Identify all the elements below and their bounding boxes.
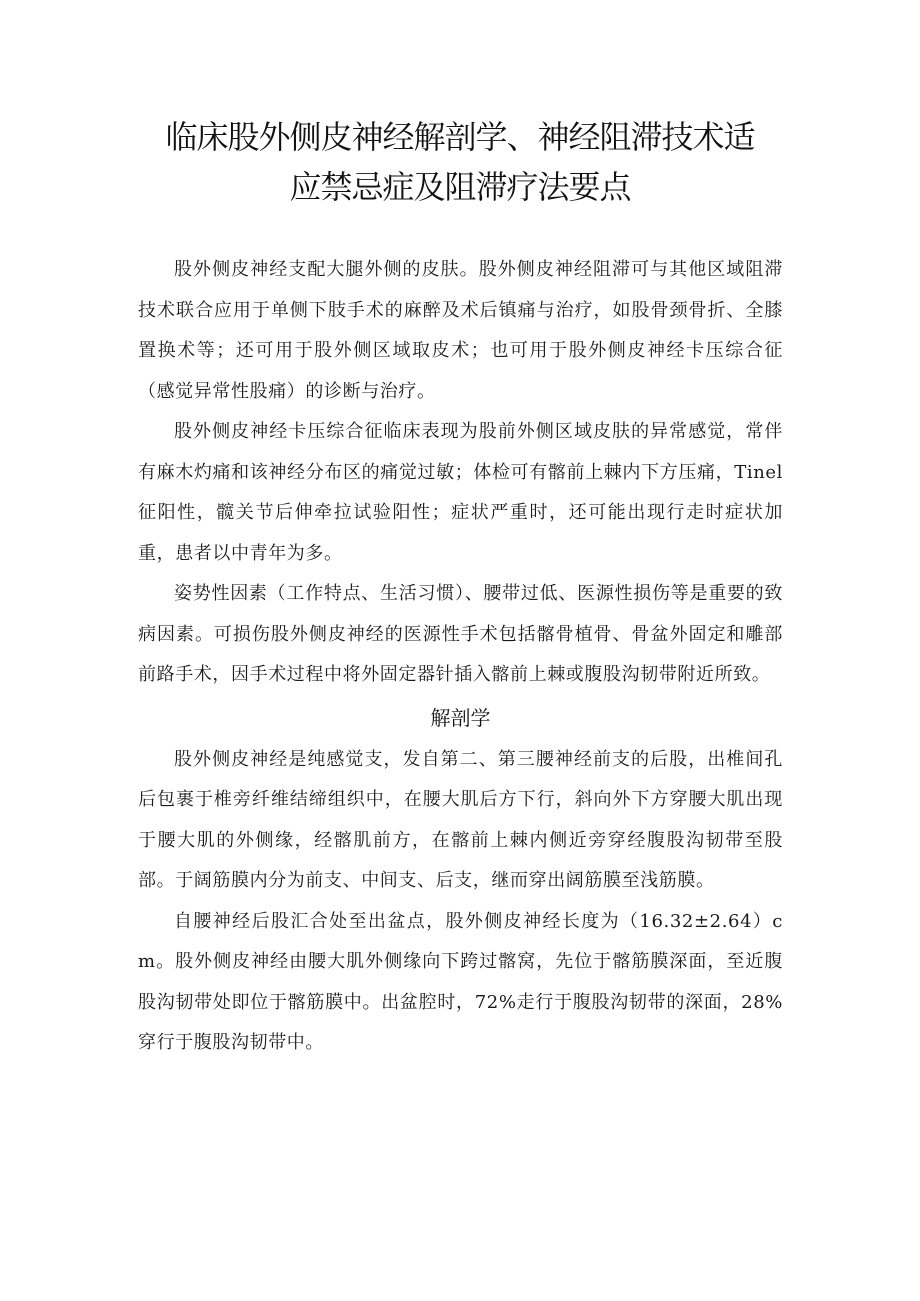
paragraph-overview: 股外侧皮神经支配大腿外侧的皮肤。股外侧皮神经阻滞可与其他区域阻滞技术联合应用于单侧下肢手术的麻醉及术后镇痛与治疗，如股骨颈骨折、全膝置换术等；还可用于股外侧区域取皮术；也可用于股外侧皮神经卡压综合征（感觉异常性股痛）的诊断与治疗。 (138, 259, 783, 402)
paragraph-anatomy-length: 自腰神经后股汇合处至出盆点，股外侧皮神经长度为（16.32±2.64）cm。股外侧皮神经由腰大肌外侧缘向下跨过髂窝，先位于髂筋膜深面，至近腹股沟韧带处即位于髂筋膜中。出盆腔时，72%走行于腹股沟韧带的深面，28%穿行于腹股沟韧带中。 (138, 910, 783, 1053)
paragraph-clinical-features: 股外侧皮神经卡压综合征临床表现为股前外侧区域皮肤的异常感觉，常伴有麻木灼痛和该神经分布区的痛觉过敏；体检可有髂前上棘内下方压痛，Tinel征阳性，髋关节后伸牵拉试验阳性；症状严重时，还可能出现行走时症状加重，患者以中青年为多。 (138, 421, 783, 564)
document-body (138, 250, 783, 1064)
title-line-2: 应禁忌症及阻滞疗法要点 (289, 168, 631, 206)
document-title (100, 112, 820, 212)
paragraph-anatomy-course: 股外侧皮神经是纯感觉支，发自第二、第三腰神经前支的后股，出椎间孔后包裹于椎旁纤维结缔组织中，在腰大肌后方下行，斜向外下方穿腰大肌出现于腰大肌的外侧缘，经髂肌前方，在髂前上棘内侧近旁穿经腹股沟韧带至股部。于阔筋膜内分为前支、中间支、后支，继而穿出阔筋膜至浅筋膜。 (138, 748, 783, 891)
section-heading-anatomy: 解剖学 (430, 705, 491, 730)
title-line-1: 临床股外侧皮神经解剖学、神经阻滞技术适 (165, 118, 755, 156)
paragraph-etiology: 姿势性因素（工作特点、生活习惯）、腰带过低、医源性损伤等是重要的致病因素。可损伤股外侧皮神经的医源性手术包括髂骨植骨、骨盆外固定和雕部前路手术，因手术过程中将外固定器针插入髂前上棘或腹股沟韧带附近所致。 (138, 583, 783, 685)
